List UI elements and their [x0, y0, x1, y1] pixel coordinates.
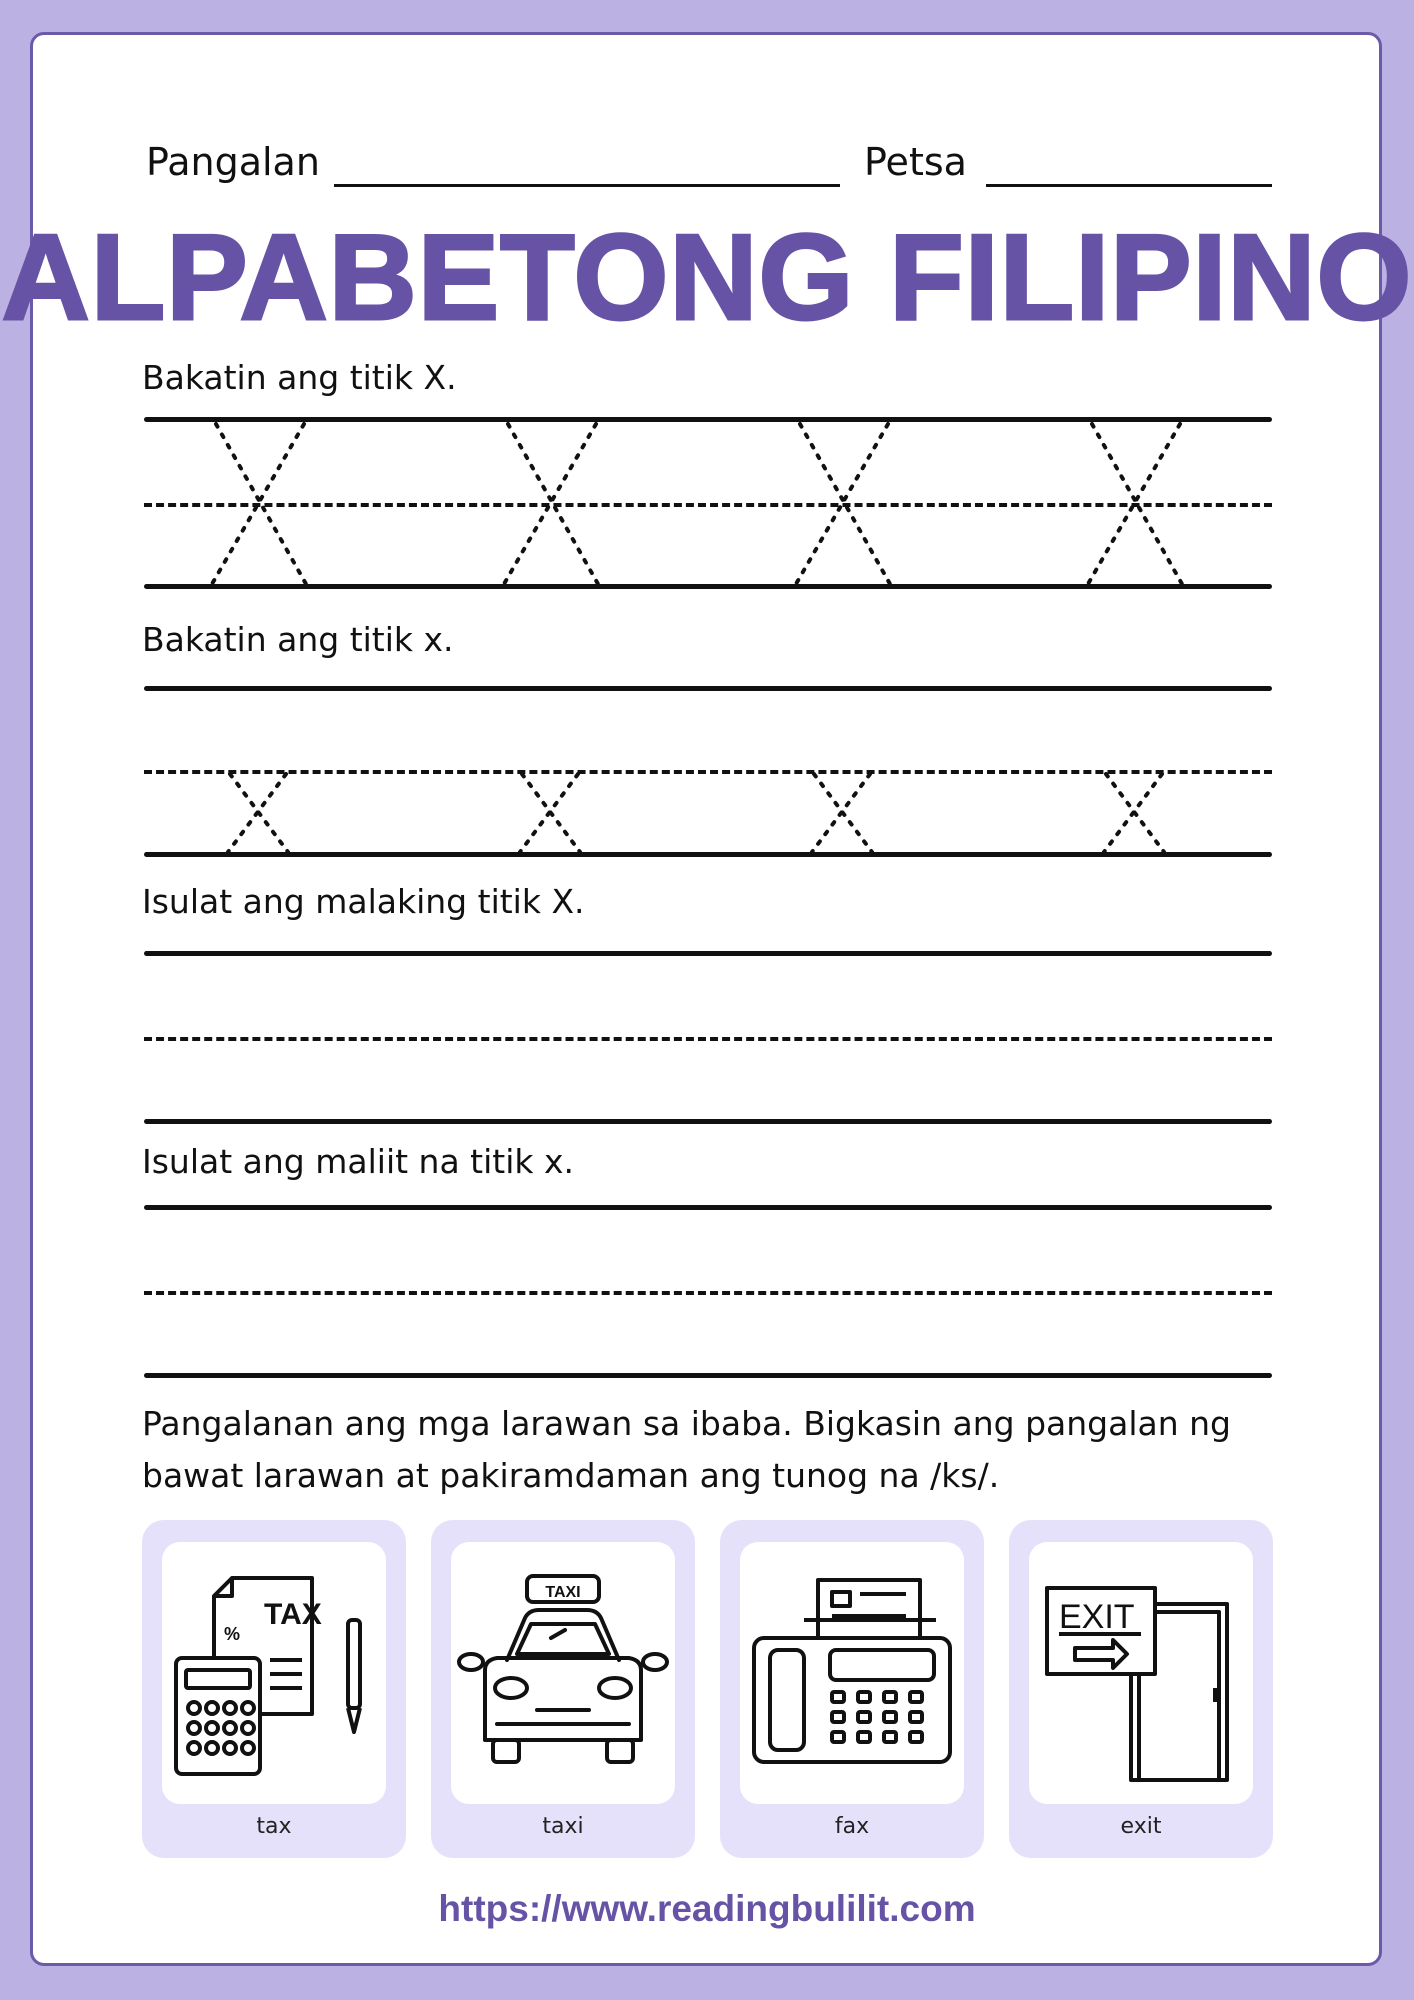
trace-uppercase-x: [1088, 424, 1182, 584]
guide-mid-line: [144, 1037, 1272, 1041]
guide-base-line: [144, 1119, 1272, 1124]
picture-label: taxi: [542, 1814, 584, 1839]
picture-frame: [1029, 1542, 1253, 1804]
exit-sign-icon: [1029, 1542, 1253, 1804]
svg-text:EXIT: EXIT: [1059, 1598, 1135, 1636]
taxi-icon: [451, 1542, 675, 1804]
trace-uppercase-x: [504, 424, 598, 584]
picture-tile-tax: [142, 1520, 406, 1858]
picture-frame: [162, 1542, 386, 1804]
trace-lowercase-x: [1104, 774, 1164, 852]
picture-tile-taxi: [431, 1520, 695, 1858]
trace-lowercase-x: [812, 774, 872, 852]
date-label: Petsa: [864, 140, 967, 184]
svg-text:%: %: [224, 1624, 241, 1644]
page-title: ALPABETONG FILIPINO: [1, 209, 1413, 345]
picture-frame: [451, 1542, 675, 1804]
picture-label: tax: [256, 1814, 292, 1839]
picture-label: exit: [1120, 1814, 1162, 1839]
picture-tile-fax: [720, 1520, 984, 1858]
svg-text:TAXI: TAXI: [545, 1584, 581, 1601]
instruction-trace-upper: Bakatin ang titik X.: [142, 358, 457, 397]
footer-url-link[interactable]: https://www.readingbulilit.com: [438, 1888, 976, 1929]
naming-instruction-line1: Pangalanan ang mga larawan sa ibaba. Bigkasin ang pangalan ng: [142, 1404, 1231, 1443]
naming-instruction-line2: bawat larawan at pakiramdaman ang tunog na /ks/.: [142, 1456, 1000, 1495]
tax-document-icon: [162, 1542, 386, 1804]
svg-text:TAX: TAX: [264, 1598, 322, 1631]
name-label: Pangalan: [146, 140, 320, 184]
trace-lowercase-x: [520, 774, 580, 852]
guide-mid-line: [144, 1291, 1272, 1295]
trace-lowercase-x: [228, 774, 288, 852]
trace-uppercase-x: [212, 424, 306, 584]
guide-top-line: [144, 951, 1272, 956]
picture-tile-exit: [1009, 1520, 1273, 1858]
tracing-letters: [0, 0, 1414, 900]
guide-base-line: [144, 1373, 1272, 1378]
instruction-write-lower: Isulat ang maliit na titik x.: [142, 1142, 574, 1181]
fax-machine-icon: [740, 1542, 964, 1804]
picture-frame: [740, 1542, 964, 1804]
instruction-write-upper: Isulat ang malaking titik X.: [142, 882, 585, 921]
picture-label: fax: [834, 1814, 870, 1839]
trace-uppercase-x: [796, 424, 890, 584]
guide-top-line: [144, 1205, 1272, 1210]
instruction-trace-lower: Bakatin ang titik x.: [142, 620, 454, 659]
